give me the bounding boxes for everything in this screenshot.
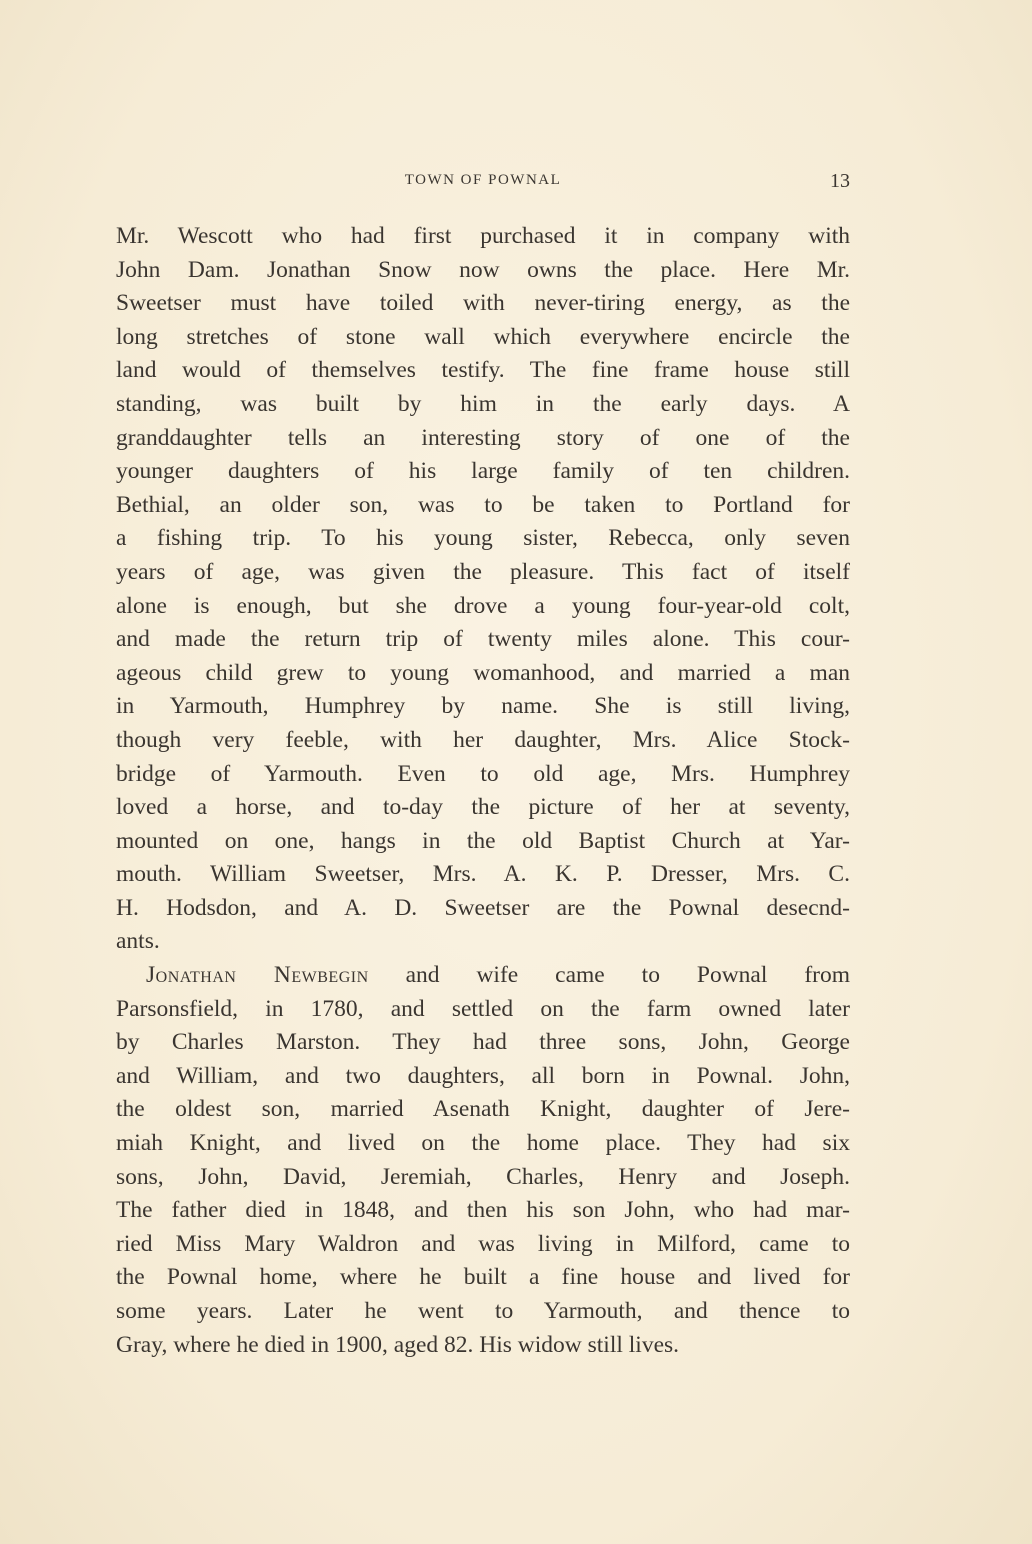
text-line: Parsonsfield, in 1780, and settled on the farm owned later (116, 995, 850, 1022)
text-line: in Yarmouth, Humphrey by name. She is still living, (116, 693, 850, 720)
text-line: sons, John, David, Jeremiah, Charles, Henry and Joseph. (116, 1163, 850, 1190)
running-head (116, 170, 850, 194)
text-line: though very feeble, with her daughter, Mrs. Alice Stock- (116, 726, 850, 753)
text-line: standing, was built by him in the early days. A (116, 390, 850, 417)
text-line: loved a horse, and to-day the picture of her at seventy, (116, 794, 850, 821)
running-title: TOWN OF POWNAL (404, 172, 562, 188)
text-line: granddaughter tells an interesting story of one of the (116, 424, 850, 451)
text-line: ried Miss Mary Waldron and was living in Milford, came to (116, 1230, 850, 1257)
text-line: miah Knight, and lived on the home place. They had six (116, 1130, 850, 1157)
text-line: years of age, was given the pleasure. This fact of itself (116, 558, 850, 585)
paragraph-1 (116, 220, 850, 959)
text-line: Gray, where he died in 1900, aged 82. His widow still lives. (116, 1331, 680, 1358)
text-line: Bethial, an older son, was to be taken to Portland for (116, 491, 850, 518)
text-line: by Charles Marston. They had three sons, John, George (116, 1029, 850, 1056)
text-line: a fishing trip. To his young sister, Rebecca, only seven (116, 525, 850, 552)
text-line: Sweetser must have toiled with never-tiring energy, as the (116, 290, 850, 317)
text-line: the Pownal home, where he built a fine house and lived for (116, 1264, 850, 1291)
text-line: Mr. Wescott who had first purchased it in company with (116, 223, 850, 249)
text-line: some years. Later he went to Yarmouth, and thence to (116, 1298, 850, 1324)
text-line: bridge of Yarmouth. Even to old age, Mrs. Humphrey (116, 760, 850, 787)
body-text (116, 220, 850, 1362)
text-line (116, 959, 850, 993)
text-line: long stretches of stone wall which everywhere encircle the (116, 323, 850, 350)
text-line: alone is enough, but she drove a young four-year-old colt, (116, 592, 850, 619)
name-lead-in: Jonathan Newbegin (146, 962, 369, 989)
text-line: H. Hodsdon, and A. D. Sweetser are the Pownal desecnd- (116, 894, 850, 921)
text-line: younger daughters of his large family of ten children. (116, 458, 850, 485)
text-line: the oldest son, married Asenath Knight, daughter of Jere- (116, 1096, 850, 1123)
text-run: and wife came to Pownal from (368, 962, 851, 989)
text-line: The father died in 1848, and then his son John, who had mar- (116, 1197, 850, 1224)
paragraph-2 (116, 959, 850, 1362)
text-line: mounted on one, hangs in the old Baptist Church at Yar- (116, 827, 850, 854)
text-line: John Dam. Jonathan Snow now owns the place. Here Mr. (116, 256, 850, 283)
text-line: mouth. William Sweetser, Mrs. A. K. P. Dresser, Mrs. C. (116, 861, 850, 888)
text-line: and made the return trip of twenty miles alone. This cour- (116, 626, 850, 653)
text-line: ageous child grew to young womanhood, and married a man (116, 659, 850, 686)
text-line: ants. (116, 928, 160, 955)
text-line: land would of themselves testify. The fine frame house still (116, 357, 850, 384)
text-line: and William, and two daughters, all born in Pownal. John, (116, 1062, 850, 1089)
page-number: 13 (830, 170, 850, 192)
